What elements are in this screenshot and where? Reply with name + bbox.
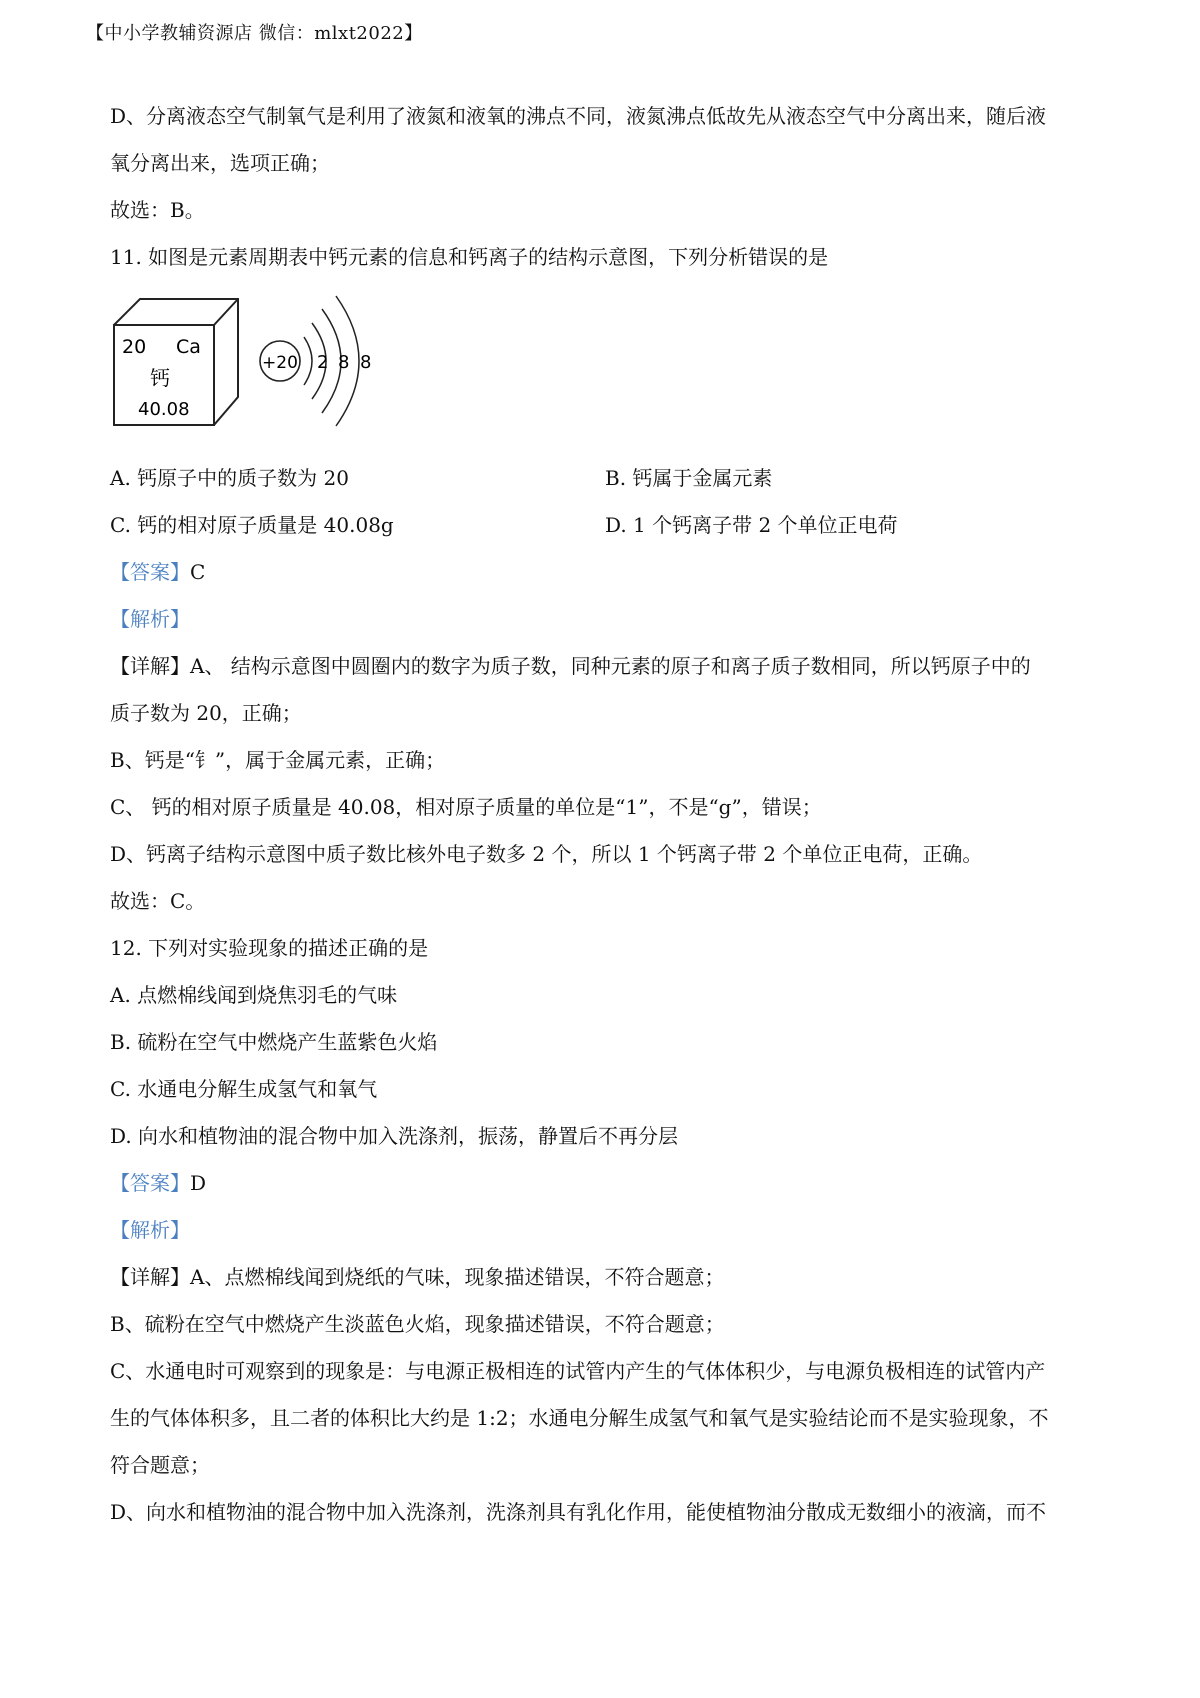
q12-detail-line xyxy=(110,1254,1100,1301)
q12-option-b: B. 硫粉在空气中燃烧产生蓝紫色火焰 xyxy=(110,1030,438,1054)
answer-label: 【答案】 xyxy=(110,560,190,584)
q12-option-d: D. 向水和植物油的混合物中加入洗涤剂，振荡，静置后不再分层 xyxy=(110,1124,679,1148)
page-header: 【中小学教辅资源店 微信：mlxt2022】 xyxy=(86,23,423,44)
text-line: 故选：B。 xyxy=(110,198,205,222)
q12-option-c: C. 水通电分解生成氢气和氧气 xyxy=(110,1077,378,1101)
q11-option-d: D. 1 个钙离子带 2 个单位正电荷 xyxy=(605,513,898,537)
q12-detail-line: C、水通电时可观察到的现象是：与电源正极相连的试管内产生的气体体积少，与电源负极相连的试管内产 xyxy=(110,1359,1046,1383)
q12-detail-line: B、硫粉在空气中燃烧产生淡蓝色火焰，现象描述错误，不符合题意； xyxy=(110,1312,725,1336)
detail-text: A、 结构示意图中圆圈内的数字为质子数，同种元素的原子和离子质子数相同，所以钙原子中的 xyxy=(190,654,1031,678)
q11-option-c: C. 钙的相对原子质量是 40.08g xyxy=(110,513,394,537)
shell-2-electrons: 8 xyxy=(338,352,350,373)
q12-detail-line: 生的气体体积多，且二者的体积比大约是 1:2；水通电分解生成氢气和氧气是实验结论而不是实验现象，不 xyxy=(110,1406,1049,1430)
atomic-mass: 40.08 xyxy=(138,399,190,420)
q12-answer xyxy=(110,1160,1100,1207)
q11-analysis xyxy=(110,596,1100,643)
q11-detail-line: D、钙离子结构示意图中质子数比核外电子数多 2 个，所以 1 个钙离子带 2 个单位正电荷，正确。 xyxy=(110,842,983,866)
q11-detail-line: B、钙是“钅”，属于金属元素，正确； xyxy=(110,748,446,772)
q12-option-a: A. 点燃棉线闻到烧焦羽毛的气味 xyxy=(110,983,398,1007)
element-symbol: Ca xyxy=(176,336,201,358)
q12-detail-line: 符合题意； xyxy=(110,1453,210,1477)
nucleus-charge: +20 xyxy=(262,353,298,373)
answer-value: C xyxy=(190,560,206,584)
q11-answer xyxy=(110,549,1100,596)
text-line: D、分离液态空气制氧气是利用了液氮和液氧的沸点不同，液氮沸点低故先从液态空气中分离出来，随后液 xyxy=(110,104,1047,128)
calcium-figure xyxy=(110,291,1100,449)
q11-options-row-2 xyxy=(110,502,1100,549)
atomic-number: 20 xyxy=(122,336,147,358)
document-body xyxy=(110,93,1100,1536)
calcium-diagram xyxy=(108,291,468,441)
q11-detail-line: 质子数为 20，正确； xyxy=(110,701,302,725)
shell-3-electrons: 8 xyxy=(360,352,372,373)
element-name: 钙 xyxy=(150,366,170,390)
answer-value: D xyxy=(190,1171,207,1195)
question-11-stem: 11. 如图是元素周期表中钙元素的信息和钙离子的结构示意图，下列分析错误的是 xyxy=(110,245,829,269)
text-line: 氧分离出来，选项正确； xyxy=(110,151,330,175)
analysis-label: 【解析】 xyxy=(110,1218,190,1242)
analysis-label: 【解析】 xyxy=(110,607,190,631)
q11-option-a: A. 钙原子中的质子数为 20 xyxy=(110,466,349,490)
q11-options-row-1 xyxy=(110,455,1100,502)
q12-analysis xyxy=(110,1207,1100,1254)
q11-detail-line: 故选：C。 xyxy=(110,889,206,913)
shell-1-electrons: 2 xyxy=(317,352,329,373)
detail-label: 【详解】 xyxy=(110,654,190,678)
detail-label: 【详解】 xyxy=(110,1265,190,1289)
q12-detail-line: D、向水和植物油的混合物中加入洗涤剂，洗涤剂具有乳化作用，能使植物油分散成无数细小的液滴，而不 xyxy=(110,1500,1047,1524)
electron-shells xyxy=(304,296,359,426)
answer-label: 【答案】 xyxy=(110,1171,190,1195)
question-12-stem: 12. 下列对实验现象的描述正确的是 xyxy=(110,936,429,960)
detail-text: A、点燃棉线闻到烧纸的气味，现象描述错误，不符合题意； xyxy=(190,1265,725,1289)
q11-detail-line: C、 钙的相对原子质量是 40.08，相对原子质量的单位是“1”，不是“g”，错误； xyxy=(110,795,822,819)
q11-detail-line xyxy=(110,643,1100,690)
q11-option-b: B. 钙属于金属元素 xyxy=(605,466,773,490)
